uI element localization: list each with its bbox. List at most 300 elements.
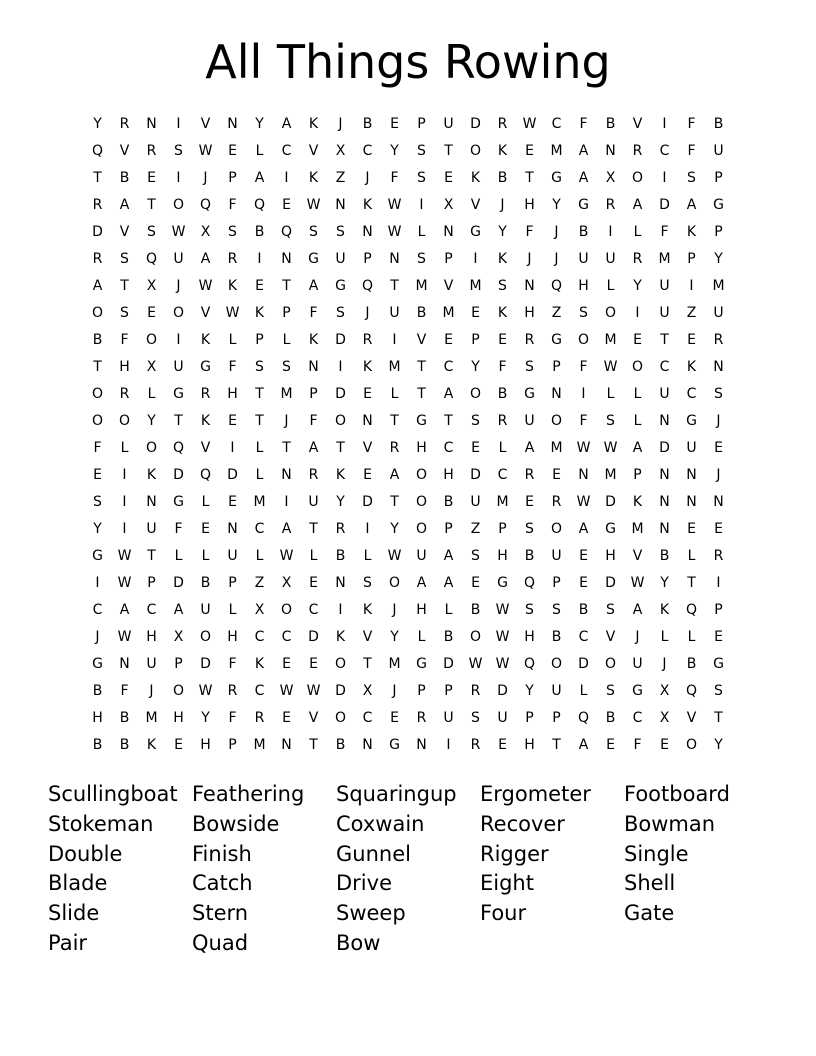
- grid-cell[interactable]: T: [444, 413, 453, 429]
- grid-cell[interactable]: T: [390, 278, 399, 294]
- grid-cell[interactable]: S: [606, 413, 615, 429]
- grid-cell[interactable]: Z: [551, 305, 562, 321]
- grid-cell[interactable]: E: [174, 737, 183, 753]
- grid-cell[interactable]: U: [146, 656, 157, 672]
- grid-cell[interactable]: Y: [336, 494, 345, 510]
- grid-cell[interactable]: H: [227, 629, 238, 645]
- grid-cell[interactable]: N: [659, 494, 670, 510]
- grid-cell[interactable]: N: [416, 737, 427, 753]
- grid-cell[interactable]: H: [605, 548, 616, 564]
- grid-cell[interactable]: E: [282, 656, 291, 672]
- grid-cell[interactable]: J: [365, 305, 370, 321]
- grid-cell[interactable]: S: [228, 224, 237, 240]
- grid-cell[interactable]: I: [122, 521, 127, 537]
- grid-cell[interactable]: D: [200, 656, 211, 672]
- grid-cell[interactable]: F: [579, 413, 588, 429]
- grid-cell[interactable]: B: [551, 629, 562, 645]
- grid-cell[interactable]: B: [578, 602, 589, 618]
- grid-cell[interactable]: W: [198, 683, 213, 699]
- grid-cell[interactable]: M: [550, 440, 563, 456]
- grid-cell[interactable]: Z: [335, 170, 346, 186]
- grid-cell[interactable]: C: [308, 602, 319, 618]
- grid-cell[interactable]: E: [282, 197, 291, 213]
- grid-cell[interactable]: S: [606, 683, 615, 699]
- grid-cell[interactable]: W: [468, 656, 483, 672]
- grid-cell[interactable]: S: [336, 305, 345, 321]
- grid-cell[interactable]: Q: [550, 278, 563, 294]
- grid-cell[interactable]: A: [389, 467, 400, 483]
- grid-cell[interactable]: J: [527, 251, 532, 267]
- grid-cell[interactable]: O: [91, 386, 104, 402]
- grid-cell[interactable]: J: [716, 467, 721, 483]
- grid-cell[interactable]: O: [199, 629, 212, 645]
- grid-cell[interactable]: A: [308, 440, 319, 456]
- grid-cell[interactable]: J: [716, 413, 721, 429]
- grid-cell[interactable]: P: [552, 710, 561, 726]
- grid-cell[interactable]: F: [498, 359, 507, 375]
- grid-cell[interactable]: Q: [199, 197, 212, 213]
- grid-cell[interactable]: T: [93, 170, 102, 186]
- grid-cell[interactable]: H: [416, 440, 427, 456]
- grid-cell[interactable]: O: [685, 737, 698, 753]
- grid-cell[interactable]: U: [389, 305, 400, 321]
- grid-cell[interactable]: S: [714, 386, 723, 402]
- grid-cell[interactable]: R: [713, 332, 724, 348]
- grid-cell[interactable]: Q: [172, 440, 185, 456]
- grid-cell[interactable]: I: [284, 494, 289, 510]
- grid-cell[interactable]: R: [416, 710, 427, 726]
- grid-cell[interactable]: E: [471, 305, 480, 321]
- grid-cell[interactable]: G: [632, 683, 643, 699]
- grid-cell[interactable]: H: [497, 548, 508, 564]
- grid-cell[interactable]: E: [714, 629, 723, 645]
- grid-cell[interactable]: F: [660, 224, 669, 240]
- grid-cell[interactable]: U: [659, 386, 670, 402]
- grid-cell[interactable]: Y: [390, 521, 399, 537]
- grid-cell[interactable]: S: [687, 170, 696, 186]
- grid-cell[interactable]: Q: [280, 224, 293, 240]
- grid-cell[interactable]: Q: [361, 278, 374, 294]
- grid-cell[interactable]: R: [308, 467, 319, 483]
- grid-cell[interactable]: N: [524, 278, 535, 294]
- grid-cell[interactable]: X: [200, 224, 211, 240]
- grid-cell[interactable]: B: [362, 116, 373, 132]
- grid-cell[interactable]: R: [92, 197, 103, 213]
- grid-cell[interactable]: E: [633, 332, 642, 348]
- grid-cell[interactable]: E: [525, 494, 534, 510]
- grid-cell[interactable]: B: [92, 332, 103, 348]
- grid-cell[interactable]: N: [713, 359, 724, 375]
- grid-cell[interactable]: J: [392, 683, 397, 699]
- grid-cell[interactable]: L: [606, 386, 615, 402]
- grid-cell[interactable]: P: [255, 332, 264, 348]
- grid-cell[interactable]: O: [415, 467, 428, 483]
- grid-cell[interactable]: M: [388, 656, 401, 672]
- grid-cell[interactable]: B: [578, 224, 589, 240]
- grid-cell[interactable]: Q: [685, 602, 698, 618]
- grid-cell[interactable]: P: [687, 251, 696, 267]
- grid-cell[interactable]: N: [659, 413, 670, 429]
- grid-cell[interactable]: F: [228, 710, 237, 726]
- grid-cell[interactable]: Y: [255, 116, 264, 132]
- grid-cell[interactable]: A: [254, 170, 265, 186]
- grid-cell[interactable]: O: [172, 197, 185, 213]
- grid-cell[interactable]: C: [443, 440, 454, 456]
- grid-cell[interactable]: U: [335, 251, 346, 267]
- grid-cell[interactable]: G: [92, 548, 103, 564]
- grid-cell[interactable]: F: [633, 737, 642, 753]
- grid-cell[interactable]: M: [550, 143, 563, 159]
- grid-cell[interactable]: F: [309, 413, 318, 429]
- grid-cell[interactable]: V: [632, 548, 643, 564]
- grid-cell[interactable]: F: [228, 197, 237, 213]
- grid-cell[interactable]: O: [334, 656, 347, 672]
- grid-cell[interactable]: L: [228, 332, 237, 348]
- grid-cell[interactable]: N: [281, 467, 292, 483]
- grid-cell[interactable]: O: [604, 656, 617, 672]
- grid-cell[interactable]: N: [335, 575, 346, 591]
- grid-cell[interactable]: P: [444, 683, 453, 699]
- grid-cell[interactable]: V: [200, 116, 211, 132]
- grid-cell[interactable]: W: [522, 116, 537, 132]
- grid-cell[interactable]: S: [417, 251, 426, 267]
- grid-cell[interactable]: H: [146, 629, 157, 645]
- grid-cell[interactable]: R: [713, 548, 724, 564]
- grid-cell[interactable]: B: [686, 656, 697, 672]
- grid-cell[interactable]: K: [362, 197, 373, 213]
- grid-cell[interactable]: L: [282, 332, 291, 348]
- grid-cell[interactable]: W: [198, 278, 213, 294]
- grid-cell[interactable]: U: [146, 521, 157, 537]
- grid-cell[interactable]: V: [632, 116, 643, 132]
- grid-cell[interactable]: W: [495, 629, 510, 645]
- grid-cell[interactable]: T: [390, 494, 399, 510]
- grid-cell[interactable]: N: [605, 143, 616, 159]
- grid-cell[interactable]: U: [659, 278, 670, 294]
- grid-cell[interactable]: P: [309, 386, 318, 402]
- grid-cell[interactable]: B: [605, 710, 616, 726]
- grid-cell[interactable]: M: [253, 737, 266, 753]
- grid-cell[interactable]: S: [363, 575, 372, 591]
- grid-cell[interactable]: R: [551, 494, 562, 510]
- grid-cell[interactable]: B: [200, 575, 211, 591]
- grid-cell[interactable]: E: [714, 440, 723, 456]
- grid-cell[interactable]: O: [550, 413, 563, 429]
- grid-cell[interactable]: D: [173, 575, 184, 591]
- grid-cell[interactable]: E: [255, 278, 264, 294]
- grid-cell[interactable]: G: [308, 251, 319, 267]
- grid-cell[interactable]: K: [335, 629, 346, 645]
- grid-cell[interactable]: W: [495, 602, 510, 618]
- grid-cell[interactable]: M: [442, 305, 455, 321]
- grid-cell[interactable]: S: [471, 413, 480, 429]
- grid-cell[interactable]: W: [225, 305, 240, 321]
- grid-cell[interactable]: A: [92, 278, 103, 294]
- grid-cell[interactable]: L: [444, 602, 453, 618]
- grid-cell[interactable]: S: [417, 170, 426, 186]
- grid-cell[interactable]: X: [173, 629, 184, 645]
- grid-cell[interactable]: T: [147, 197, 156, 213]
- grid-cell[interactable]: B: [605, 116, 616, 132]
- grid-cell[interactable]: U: [443, 116, 454, 132]
- grid-cell[interactable]: C: [659, 359, 670, 375]
- grid-cell[interactable]: V: [308, 710, 319, 726]
- grid-cell[interactable]: O: [604, 305, 617, 321]
- grid-cell[interactable]: W: [117, 629, 132, 645]
- grid-cell[interactable]: R: [389, 440, 400, 456]
- grid-cell[interactable]: I: [446, 737, 451, 753]
- grid-cell[interactable]: B: [659, 548, 670, 564]
- grid-cell[interactable]: T: [255, 386, 264, 402]
- grid-cell[interactable]: Q: [685, 683, 698, 699]
- grid-cell[interactable]: T: [417, 359, 426, 375]
- grid-cell[interactable]: T: [255, 413, 264, 429]
- grid-cell[interactable]: D: [92, 224, 103, 240]
- grid-cell[interactable]: B: [119, 170, 130, 186]
- grid-cell[interactable]: N: [659, 467, 670, 483]
- grid-cell[interactable]: E: [687, 332, 696, 348]
- grid-cell[interactable]: G: [470, 224, 481, 240]
- grid-cell[interactable]: B: [470, 602, 481, 618]
- grid-cell[interactable]: K: [362, 602, 373, 618]
- grid-cell[interactable]: I: [716, 575, 721, 591]
- grid-cell[interactable]: K: [335, 467, 346, 483]
- grid-cell[interactable]: H: [173, 710, 184, 726]
- grid-cell[interactable]: A: [578, 143, 589, 159]
- grid-cell[interactable]: I: [176, 116, 181, 132]
- grid-cell[interactable]: L: [309, 548, 318, 564]
- grid-cell[interactable]: N: [443, 224, 454, 240]
- grid-cell[interactable]: C: [362, 143, 373, 159]
- grid-cell[interactable]: V: [470, 197, 481, 213]
- grid-cell[interactable]: N: [713, 494, 724, 510]
- grid-cell[interactable]: C: [362, 710, 373, 726]
- grid-cell[interactable]: A: [200, 251, 211, 267]
- grid-cell[interactable]: X: [146, 359, 157, 375]
- grid-cell[interactable]: N: [686, 494, 697, 510]
- grid-cell[interactable]: Q: [145, 251, 158, 267]
- grid-cell[interactable]: M: [631, 521, 644, 537]
- grid-cell[interactable]: F: [579, 116, 588, 132]
- grid-cell[interactable]: L: [633, 413, 642, 429]
- grid-cell[interactable]: M: [415, 278, 428, 294]
- grid-cell[interactable]: K: [200, 332, 211, 348]
- grid-cell[interactable]: D: [605, 494, 616, 510]
- grid-cell[interactable]: S: [525, 359, 534, 375]
- grid-cell[interactable]: J: [662, 656, 667, 672]
- grid-cell[interactable]: O: [415, 494, 428, 510]
- grid-cell[interactable]: L: [174, 548, 183, 564]
- grid-cell[interactable]: D: [335, 683, 346, 699]
- grid-cell[interactable]: Z: [254, 575, 265, 591]
- grid-cell[interactable]: B: [119, 737, 130, 753]
- grid-cell[interactable]: Q: [253, 197, 266, 213]
- grid-cell[interactable]: E: [525, 143, 534, 159]
- grid-cell[interactable]: W: [387, 548, 402, 564]
- grid-cell[interactable]: Q: [91, 143, 104, 159]
- grid-cell[interactable]: S: [471, 548, 480, 564]
- grid-cell[interactable]: J: [149, 683, 154, 699]
- grid-cell[interactable]: B: [713, 116, 724, 132]
- grid-cell[interactable]: K: [254, 656, 265, 672]
- grid-cell[interactable]: P: [525, 710, 534, 726]
- grid-cell[interactable]: L: [390, 386, 399, 402]
- grid-cell[interactable]: G: [389, 737, 400, 753]
- grid-cell[interactable]: B: [416, 305, 427, 321]
- grid-cell[interactable]: O: [577, 332, 590, 348]
- grid-cell[interactable]: W: [630, 575, 645, 591]
- grid-cell[interactable]: Y: [552, 197, 561, 213]
- grid-cell[interactable]: L: [255, 548, 264, 564]
- grid-cell[interactable]: T: [336, 440, 345, 456]
- grid-cell[interactable]: R: [524, 467, 535, 483]
- grid-cell[interactable]: N: [362, 413, 373, 429]
- grid-cell[interactable]: P: [228, 737, 237, 753]
- grid-cell[interactable]: D: [659, 197, 670, 213]
- grid-cell[interactable]: W: [387, 197, 402, 213]
- grid-cell[interactable]: E: [444, 170, 453, 186]
- grid-cell[interactable]: P: [444, 251, 453, 267]
- grid-cell[interactable]: V: [119, 143, 130, 159]
- grid-cell[interactable]: V: [200, 440, 211, 456]
- grid-cell[interactable]: T: [93, 359, 102, 375]
- grid-cell[interactable]: L: [687, 629, 696, 645]
- grid-cell[interactable]: I: [257, 251, 262, 267]
- grid-cell[interactable]: U: [605, 251, 616, 267]
- grid-cell[interactable]: E: [201, 521, 210, 537]
- grid-cell[interactable]: G: [524, 386, 535, 402]
- grid-cell[interactable]: N: [227, 116, 238, 132]
- grid-cell[interactable]: D: [470, 116, 481, 132]
- grid-cell[interactable]: D: [470, 467, 481, 483]
- grid-cell[interactable]: Y: [714, 251, 723, 267]
- grid-cell[interactable]: L: [417, 629, 426, 645]
- grid-cell[interactable]: G: [713, 656, 724, 672]
- grid-cell[interactable]: U: [497, 710, 508, 726]
- grid-cell[interactable]: L: [201, 548, 210, 564]
- grid-cell[interactable]: U: [308, 494, 319, 510]
- grid-cell[interactable]: E: [363, 386, 372, 402]
- grid-cell[interactable]: E: [498, 737, 507, 753]
- grid-cell[interactable]: O: [334, 413, 347, 429]
- grid-cell[interactable]: I: [473, 251, 478, 267]
- grid-cell[interactable]: K: [146, 737, 157, 753]
- grid-cell[interactable]: M: [388, 359, 401, 375]
- grid-cell[interactable]: H: [416, 602, 427, 618]
- grid-cell[interactable]: B: [119, 710, 130, 726]
- grid-cell[interactable]: K: [497, 305, 508, 321]
- grid-cell[interactable]: T: [552, 737, 561, 753]
- grid-cell[interactable]: T: [525, 170, 534, 186]
- grid-cell[interactable]: C: [659, 143, 670, 159]
- grid-cell[interactable]: F: [228, 656, 237, 672]
- grid-cell[interactable]: A: [578, 170, 589, 186]
- grid-cell[interactable]: P: [444, 521, 453, 537]
- grid-cell[interactable]: S: [714, 683, 723, 699]
- grid-cell[interactable]: E: [714, 521, 723, 537]
- grid-cell[interactable]: M: [145, 710, 158, 726]
- grid-cell[interactable]: B: [443, 494, 454, 510]
- grid-cell[interactable]: K: [254, 305, 265, 321]
- grid-cell[interactable]: R: [146, 143, 157, 159]
- grid-cell[interactable]: D: [362, 494, 373, 510]
- grid-cell[interactable]: U: [524, 413, 535, 429]
- grid-cell[interactable]: J: [338, 116, 343, 132]
- grid-cell[interactable]: S: [174, 143, 183, 159]
- grid-cell[interactable]: X: [605, 170, 616, 186]
- grid-cell[interactable]: S: [255, 359, 264, 375]
- grid-cell[interactable]: W: [603, 359, 618, 375]
- grid-cell[interactable]: E: [228, 143, 237, 159]
- grid-cell[interactable]: V: [605, 629, 616, 645]
- grid-cell[interactable]: D: [335, 332, 346, 348]
- grid-cell[interactable]: R: [632, 251, 643, 267]
- grid-cell[interactable]: P: [417, 683, 426, 699]
- grid-cell[interactable]: I: [230, 440, 235, 456]
- grid-cell[interactable]: R: [92, 251, 103, 267]
- grid-cell[interactable]: I: [365, 521, 370, 537]
- grid-cell[interactable]: I: [608, 224, 613, 240]
- grid-cell[interactable]: R: [497, 413, 508, 429]
- grid-cell[interactable]: T: [444, 143, 453, 159]
- grid-cell[interactable]: M: [253, 494, 266, 510]
- grid-cell[interactable]: G: [551, 332, 562, 348]
- grid-cell[interactable]: U: [470, 494, 481, 510]
- grid-cell[interactable]: W: [117, 548, 132, 564]
- grid-cell[interactable]: L: [120, 440, 129, 456]
- grid-cell[interactable]: X: [362, 683, 373, 699]
- grid-cell[interactable]: U: [227, 548, 238, 564]
- grid-cell[interactable]: N: [146, 494, 157, 510]
- grid-cell[interactable]: R: [470, 683, 481, 699]
- grid-cell[interactable]: J: [95, 629, 100, 645]
- grid-cell[interactable]: S: [120, 305, 129, 321]
- grid-cell[interactable]: T: [174, 413, 183, 429]
- grid-cell[interactable]: G: [497, 575, 508, 591]
- grid-cell[interactable]: W: [117, 575, 132, 591]
- grid-cell[interactable]: G: [335, 278, 346, 294]
- grid-cell[interactable]: L: [255, 143, 264, 159]
- grid-cell[interactable]: E: [390, 116, 399, 132]
- grid-cell[interactable]: Y: [93, 521, 102, 537]
- grid-cell[interactable]: B: [92, 683, 103, 699]
- grid-cell[interactable]: W: [198, 143, 213, 159]
- grid-cell[interactable]: E: [579, 548, 588, 564]
- grid-cell[interactable]: R: [335, 521, 346, 537]
- grid-cell[interactable]: E: [660, 737, 669, 753]
- grid-cell[interactable]: G: [578, 197, 589, 213]
- grid-cell[interactable]: D: [659, 440, 670, 456]
- grid-cell[interactable]: A: [173, 602, 184, 618]
- grid-cell[interactable]: L: [633, 386, 642, 402]
- grid-cell[interactable]: L: [579, 683, 588, 699]
- grid-cell[interactable]: T: [363, 656, 372, 672]
- grid-cell[interactable]: E: [228, 494, 237, 510]
- grid-cell[interactable]: V: [686, 710, 697, 726]
- grid-cell[interactable]: N: [146, 116, 157, 132]
- grid-cell[interactable]: P: [633, 467, 642, 483]
- grid-cell[interactable]: R: [200, 386, 211, 402]
- grid-cell[interactable]: Z: [686, 305, 697, 321]
- grid-cell[interactable]: U: [578, 251, 589, 267]
- grid-cell[interactable]: C: [92, 602, 103, 618]
- grid-cell[interactable]: I: [689, 278, 694, 294]
- grid-cell[interactable]: F: [579, 359, 588, 375]
- grid-cell[interactable]: E: [498, 332, 507, 348]
- grid-cell[interactable]: L: [228, 602, 237, 618]
- grid-cell[interactable]: D: [308, 629, 319, 645]
- grid-cell[interactable]: S: [309, 224, 318, 240]
